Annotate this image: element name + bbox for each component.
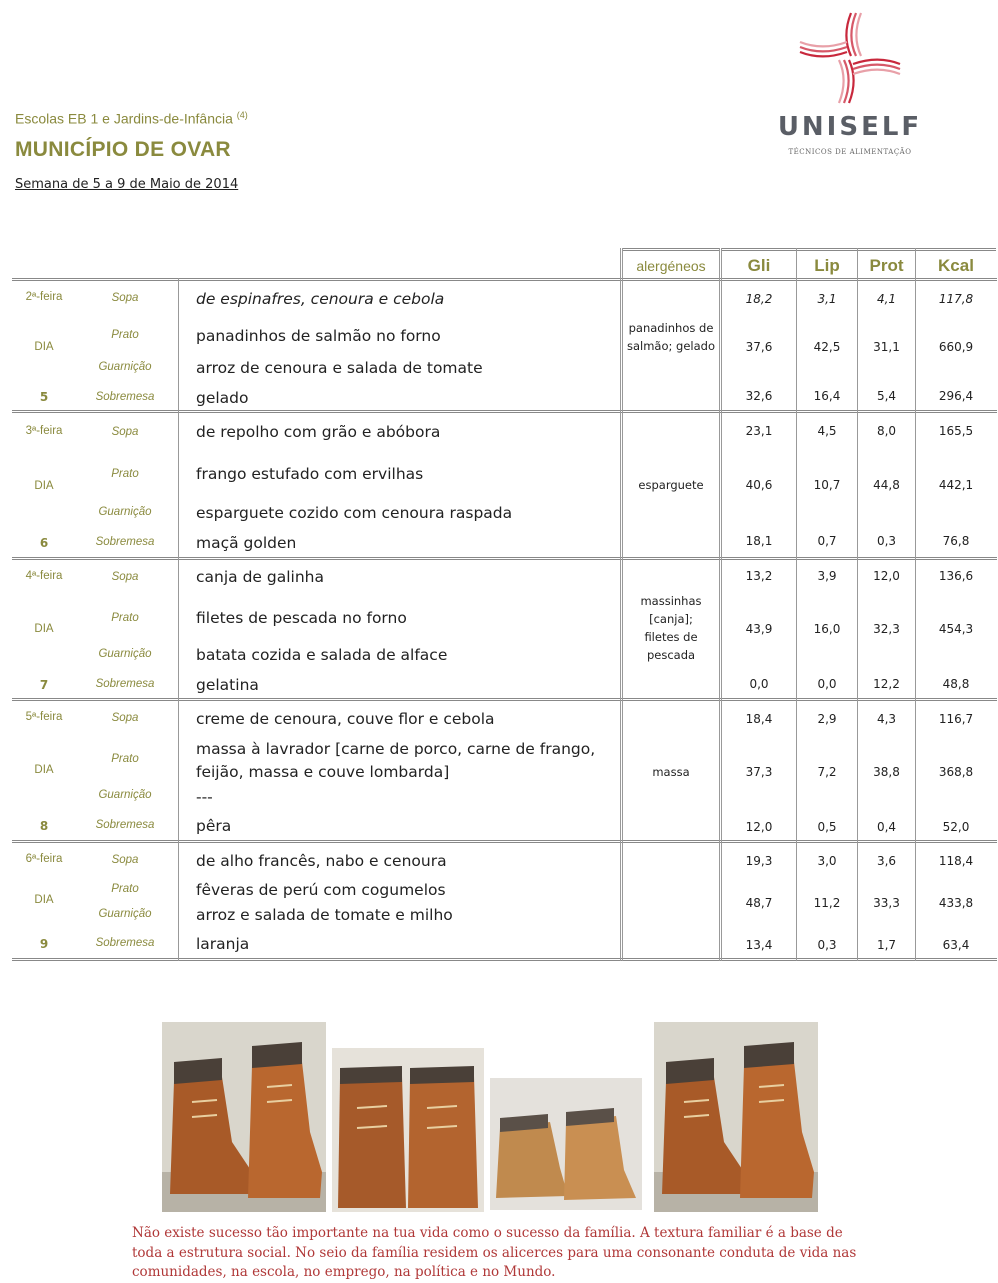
school-subtitle [15, 110, 248, 127]
family-quote: Não existe sucesso tão importante na tua vida como o sucesso da família. A textura familiar é a base de toda a estrutura social. No seio da família residem os alicerces para uma consonante conduta de vida nas comunidades, na escola, no emprego, na política e no Mundo. [132, 1225, 857, 1280]
kcal-value: 136,6 [938, 569, 974, 583]
prot-value: 0,4 [876, 820, 897, 834]
kcal-value: 117,8 [938, 292, 974, 306]
kcal-value: 116,7 [938, 712, 974, 726]
prot-value: 12,0 [873, 569, 900, 583]
course-type: Guarnição [98, 789, 152, 801]
kcal-value: 660,9 [938, 340, 974, 354]
lip-value: 7,2 [817, 765, 837, 779]
lip-value: 3,1 [817, 292, 837, 306]
day-number: 7 [39, 678, 49, 692]
kcal-value: 63,4 [942, 938, 970, 952]
kcal-value: 76,8 [942, 534, 970, 548]
course-type: Sopa [111, 426, 139, 438]
dish-dessert: gelatina [196, 676, 259, 694]
lip-value: 2,9 [817, 712, 837, 726]
course-type: Prato [111, 883, 139, 895]
dish-soup: de alho francês, nabo e cenoura [196, 852, 447, 870]
prot-value: 4,1 [876, 292, 897, 306]
dish-side: arroz e salada de tomate e milho [196, 906, 453, 924]
uniself-logo [755, 8, 945, 158]
dish-dessert: pêra [196, 817, 232, 835]
day-number: 5 [39, 390, 49, 404]
course-type: Sopa [111, 292, 139, 304]
gli-value: 18,4 [745, 712, 773, 726]
dish-main: panadinhos de salmão no forno [196, 327, 441, 345]
boots-photo [162, 1022, 326, 1212]
lip-value: 4,5 [817, 424, 837, 438]
day-number: 6 [39, 536, 49, 550]
col-kcal: Kcal [916, 248, 996, 281]
course-type: Guarnição [98, 648, 152, 660]
gli-value: 48,7 [745, 896, 773, 910]
dish-soup: creme de cenoura, couve flor e cebola [196, 710, 495, 728]
gli-value: 18,1 [745, 534, 773, 548]
weekday-label: 3ª-feira [25, 425, 63, 437]
subtitle-text: Escolas EB 1 e Jardins-de-Infância [15, 110, 233, 127]
weekday-label: 4ª-feira [25, 570, 63, 582]
table-divider [12, 410, 997, 413]
course-type: Guarnição [98, 506, 152, 518]
gli-value: 0,0 [749, 677, 769, 691]
kcal-value: 296,4 [938, 389, 974, 403]
prot-value: 33,3 [873, 896, 900, 910]
prot-value: 5,4 [876, 389, 897, 403]
dish-side: arroz de cenoura e salada de tomate [196, 359, 483, 377]
day-number: 9 [39, 937, 49, 951]
gli-value: 19,3 [745, 854, 773, 868]
course-type: Sobremesa [95, 678, 155, 690]
lip-value: 3,9 [817, 569, 837, 583]
dish-soup: de espinafres, cenoura e cebola [196, 290, 445, 308]
dish-dessert: laranja [196, 935, 250, 953]
prot-value: 38,8 [873, 765, 900, 779]
dish-dessert: maçã golden [196, 534, 297, 552]
column-divider [178, 278, 179, 961]
course-type: Sopa [111, 854, 139, 866]
kcal-value: 52,0 [942, 820, 970, 834]
prot-value: 44,8 [873, 478, 900, 492]
course-type: Guarnição [98, 361, 152, 373]
lip-value: 11,2 [813, 896, 841, 910]
kcal-value: 368,8 [938, 765, 974, 779]
lip-value: 0,7 [817, 534, 837, 548]
course-type: Prato [111, 753, 139, 765]
col-gli: Gli [722, 248, 796, 281]
table-divider [12, 958, 997, 961]
dia-label: DIA [34, 341, 54, 353]
weekday-label: 6ª-feira [25, 853, 63, 865]
dish-dessert: gelado [196, 389, 249, 407]
prot-value: 3,6 [876, 854, 897, 868]
dish-main: frango estufado com ervilhas [196, 465, 424, 483]
lip-value: 0,5 [817, 820, 837, 834]
dia-label: DIA [34, 480, 54, 492]
course-type: Sobremesa [95, 937, 155, 949]
dia-label: DIA [34, 623, 54, 635]
gli-value: 12,0 [745, 820, 773, 834]
course-type: Prato [111, 612, 139, 624]
gli-value: 18,2 [745, 292, 773, 306]
dish-side: --- [196, 788, 213, 806]
gli-value: 37,3 [745, 765, 773, 779]
lip-value: 0,3 [817, 938, 837, 952]
boots-photo [654, 1022, 818, 1212]
gli-value: 40,6 [745, 478, 773, 492]
course-type: Sobremesa [95, 536, 155, 548]
day-number: 8 [39, 819, 49, 833]
dia-label: DIA [34, 894, 54, 906]
prot-value: 0,3 [876, 534, 897, 548]
lip-value: 10,7 [813, 478, 841, 492]
dia-label: DIA [34, 764, 54, 776]
dish-soup: canja de galinha [196, 568, 324, 586]
dish-main: massa à lavrador [carne de porco, carne de frango, feijão, massa e couve lombarda] [196, 740, 596, 781]
logo-tagline: TÉCNICOS DE ALIMENTAÇÃO [788, 148, 912, 156]
allergens-cell: massa [652, 765, 690, 779]
logo-name: UNISELF [777, 112, 923, 142]
boots-photo [332, 1048, 484, 1212]
kcal-value: 165,5 [938, 424, 974, 438]
kcal-value: 454,3 [938, 622, 974, 636]
kcal-value: 433,8 [938, 896, 974, 910]
lip-value: 16,0 [813, 622, 841, 636]
subtitle-note: (4) [236, 110, 248, 120]
page-title: MUNICÍPIO DE OVAR [15, 138, 231, 161]
kcal-value: 118,4 [938, 854, 974, 868]
lip-value: 42,5 [813, 340, 841, 354]
dish-main: filetes de pescada no forno [196, 609, 407, 627]
dish-side: batata cozida e salada de alface [196, 646, 448, 664]
gli-value: 13,4 [745, 938, 773, 952]
lip-value: 16,4 [813, 389, 841, 403]
course-type: Sobremesa [95, 819, 155, 831]
kcal-value: 442,1 [938, 478, 974, 492]
weekday-label: 5ª-feira [25, 711, 63, 723]
weekday-label: 2ª-feira [25, 291, 63, 303]
col-prot: Prot [858, 248, 915, 281]
gli-value: 43,9 [745, 622, 773, 636]
dish-side: esparguete cozido com cenoura raspada [196, 504, 513, 522]
allergens-cell: panadinhos de salmão; gelado [626, 321, 715, 353]
column-divider [620, 248, 623, 961]
col-lip: Lip [797, 248, 857, 281]
course-type: Prato [111, 468, 139, 480]
gli-value: 37,6 [745, 340, 773, 354]
prot-value: 12,2 [873, 677, 900, 691]
allergens-cell: esparguete [638, 478, 704, 492]
course-type: Guarnição [98, 908, 152, 920]
prot-value: 4,3 [876, 712, 897, 726]
gli-value: 32,6 [745, 389, 773, 403]
prot-value: 1,7 [876, 938, 897, 952]
table-divider [12, 840, 997, 843]
course-type: Prato [111, 329, 139, 341]
kcal-value: 48,8 [942, 677, 970, 691]
course-type: Sobremesa [95, 391, 155, 403]
table-divider [12, 278, 997, 281]
lip-value: 0,0 [817, 677, 837, 691]
gli-value: 13,2 [745, 569, 773, 583]
children-boots-photo [490, 1078, 642, 1210]
week-label: Semana de 5 a 9 de Maio de 2014 [15, 177, 239, 192]
pinwheel-logo-icon [795, 8, 905, 108]
dish-main: fêveras de perú com cogumelos [196, 881, 446, 899]
allergens-cell: massinhas [canja]; filetes de pescada [640, 594, 702, 662]
lip-value: 3,0 [817, 854, 837, 868]
prot-value: 32,3 [873, 622, 900, 636]
course-type: Sopa [111, 571, 139, 583]
prot-value: 31,1 [873, 340, 900, 354]
table-divider [12, 557, 997, 560]
prot-value: 8,0 [876, 424, 897, 438]
course-type: Sopa [111, 712, 139, 724]
gli-value: 23,1 [745, 424, 773, 438]
dish-soup: de repolho com grão e abóbora [196, 423, 441, 441]
table-divider [12, 698, 997, 701]
col-allergens: alergéneos [622, 248, 720, 281]
